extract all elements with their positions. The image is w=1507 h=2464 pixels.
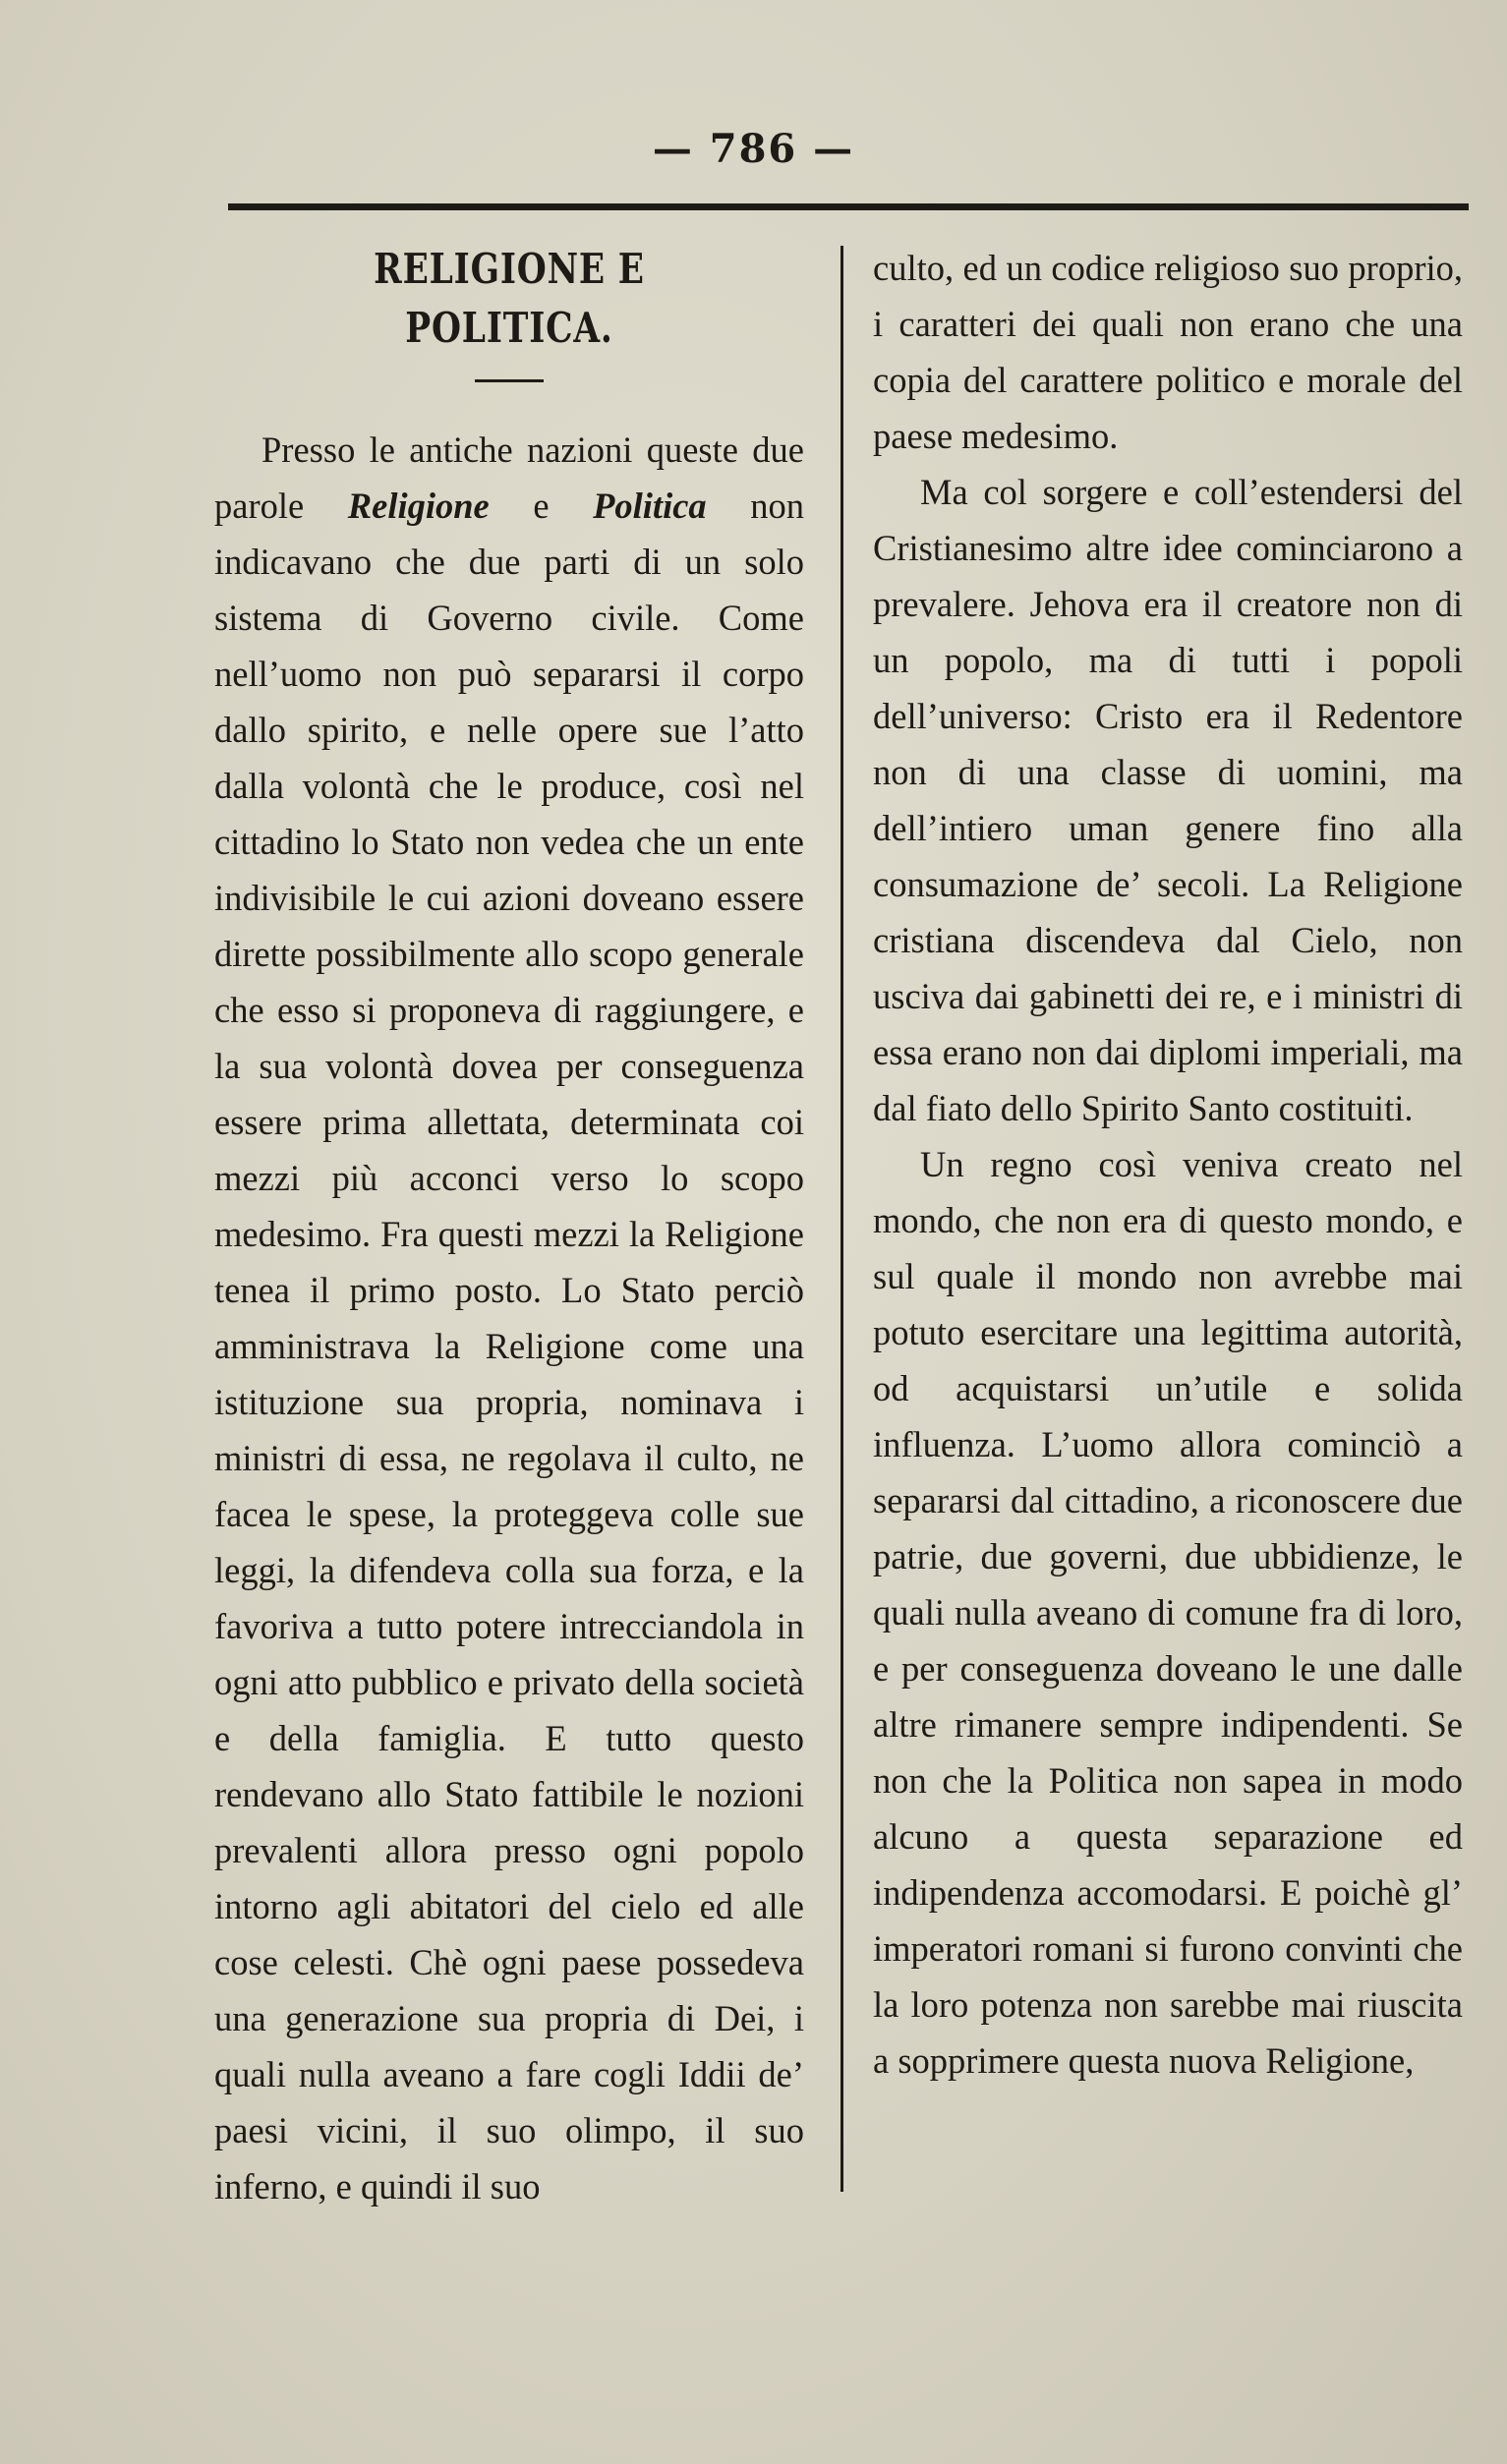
right-column (873, 240, 1463, 2089)
article-title: RELIGIONE E POLITICA. (374, 245, 645, 352)
left-column (214, 240, 804, 2214)
term-politica: Politica (593, 486, 707, 526)
header-rule (228, 203, 1469, 210)
left-p1-text-a: Presso le antiche nazioni queste due parole (214, 430, 804, 526)
term-religione: Religione (347, 486, 490, 526)
left-p1-text-c: non indicavano che due parti di un solo sistema di Governo civile. Come nell’uomo non può separarsi il corpo dallo spirito, e nelle opere sue l’atto dalla volontà che le produce, così nel cittadino lo Stato non vedea che un ente indivisibile le cui azioni doveano essere dirette possibilmente allo scopo generale che esso si proponeva di raggiungere, e la sua volontà dovea per conseguenza essere prima allettata, determinata coi mezzi più acconci verso lo scopo medesimo. Fra questi mezzi la Religione tenea il primo posto. Lo Stato perciò amministrava la Religione come una istituzione sua propria, nominava i ministri di essa, ne regolava il culto, ne facea le spese, la proteggeva colle sue leggi, la difendeva colla sua forza, e la favoriva a tutto potere intrecciandola in ogni atto pubblico e privato della società e della famiglia. E tutto questo rendevano allo Stato fattibile le nozioni prevalenti allora presso ogni popolo intorno agli abitatori del cielo ed alle cose celesti. Chè ogni paese possedeva una generazione sua propria di Dei, i quali nulla aveano a fare cogli Iddii de’ paesi vicini, il suo olimpo, il suo inferno, e quindi il suo (214, 486, 804, 2206)
title-dash (475, 379, 544, 382)
column-divider (840, 246, 843, 2192)
right-paragraph-3: Un regno così veniva creato nel mondo, che non era di questo mondo, e sul quale il mondo non avrebbe mai potuto esercitare una legittima autorità, od acquistarsi un’utile e solida influenza. L’uomo allora cominciò a separarsi dal cittadino, a riconoscere due patrie, due governi, due ubbidienze, le quali nulla aveano di comune fra di loro, e per conseguenza doveano le une dalle altre rimanere sempre indipendenti. Se non che la Politica non sapea in modo alcuno a questa separazione ed indipendenza accomodarsi. E poichè gl’ imperatori romani si furono convinti che la loro potenza non sarebbe mai riuscita a sopprimere questa nuova Religione, (873, 1144, 1463, 2081)
right-paragraph-2: Ma col sorgere e coll’estendersi del Cristianesimo altre idee cominciarono a prevalere. Jehova era il creatore non di un popolo, ma di tutti i popoli dell’universo: Cristo era il Redentore non di una classe di uomini, ma dell’intiero uman genere fino alla consumazione de’ secoli. La Religione cristiana discendeva dal Cielo, non usciva dai gabinetti dei re, e i ministri di essa erano non dai diplomi imperiali, ma dal fiato dello Spirito Santo costituiti. (873, 472, 1463, 1128)
right-paragraph-1: culto, ed un codice religioso suo proprio, i caratteri dei quali non erano che una copia del carattere politico e morale del paese medesimo. (873, 248, 1463, 456)
left-p1-text-b: e (489, 486, 594, 526)
page-number: — 786 — (652, 126, 855, 172)
left-paragraph-1 (214, 422, 804, 2214)
